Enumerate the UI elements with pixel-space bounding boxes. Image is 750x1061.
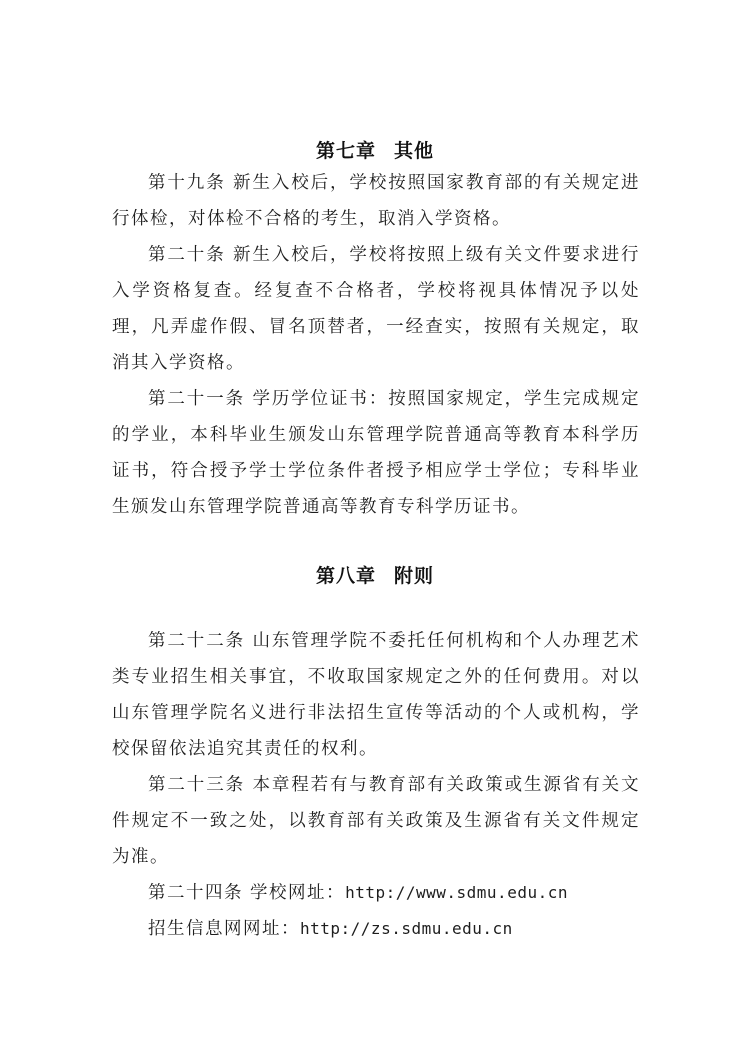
chapter-8-label: 第八章 bbox=[315, 565, 376, 587]
chapter-7-heading bbox=[0, 136, 750, 163]
article-19: 第十九条 新生入校后，学校按照国家教育部的有关规定进行体检，对体检不合格的考生，取消入学资格。 bbox=[112, 173, 640, 229]
article-24 bbox=[148, 875, 568, 911]
school-website-link[interactable]: http://www.sdmu.edu.cn bbox=[345, 883, 568, 902]
article-23: 第二十三条 本章程若有与教育部有关政策或生源省有关文件规定不一致之处，以教育部有关政策及生源省有关文件规定为准。 bbox=[112, 775, 640, 867]
article-20: 第二十条 新生入校后，学校将按照上级有关文件要求进行入学资格复查。经复查不合格者，学校将视具体情况予以处理，凡弄虚作假、冒名顶替者，一经查实，按照有关规定，取消其入学资格。 bbox=[112, 245, 640, 373]
chapter-7-label: 第七章 bbox=[315, 140, 376, 162]
admissions-website-link[interactable]: http://zs.sdmu.edu.cn bbox=[300, 919, 513, 938]
chapter-7-name: 其他 bbox=[394, 140, 435, 162]
chapter-8-heading bbox=[0, 561, 750, 588]
article-22: 第二十二条 山东管理学院不委托任何机构和个人办理艺术类专业招生相关事宜，不收取国家规定之外的任何费用。对以山东管理学院名义进行非法招生宣传等活动的个人或机构，学校保留依法追究其责任的权利。 bbox=[112, 631, 640, 759]
admissions-website-line bbox=[148, 911, 513, 947]
article-21: 第二十一条 学历学位证书：按照国家规定，学生完成规定的学业，本科毕业生颁发山东管理学院普通高等教育本科学历证书，符合授予学士学位条件者授予相应学士学位；专科毕业生颁发山东管理学院普通高等教育专科学历证书。 bbox=[112, 389, 640, 517]
admissions-website-label: 招生信息网网址： bbox=[148, 919, 300, 939]
chapter-8-name: 附则 bbox=[394, 565, 435, 587]
article-24-label: 第二十四条 学校网址： bbox=[148, 883, 346, 903]
